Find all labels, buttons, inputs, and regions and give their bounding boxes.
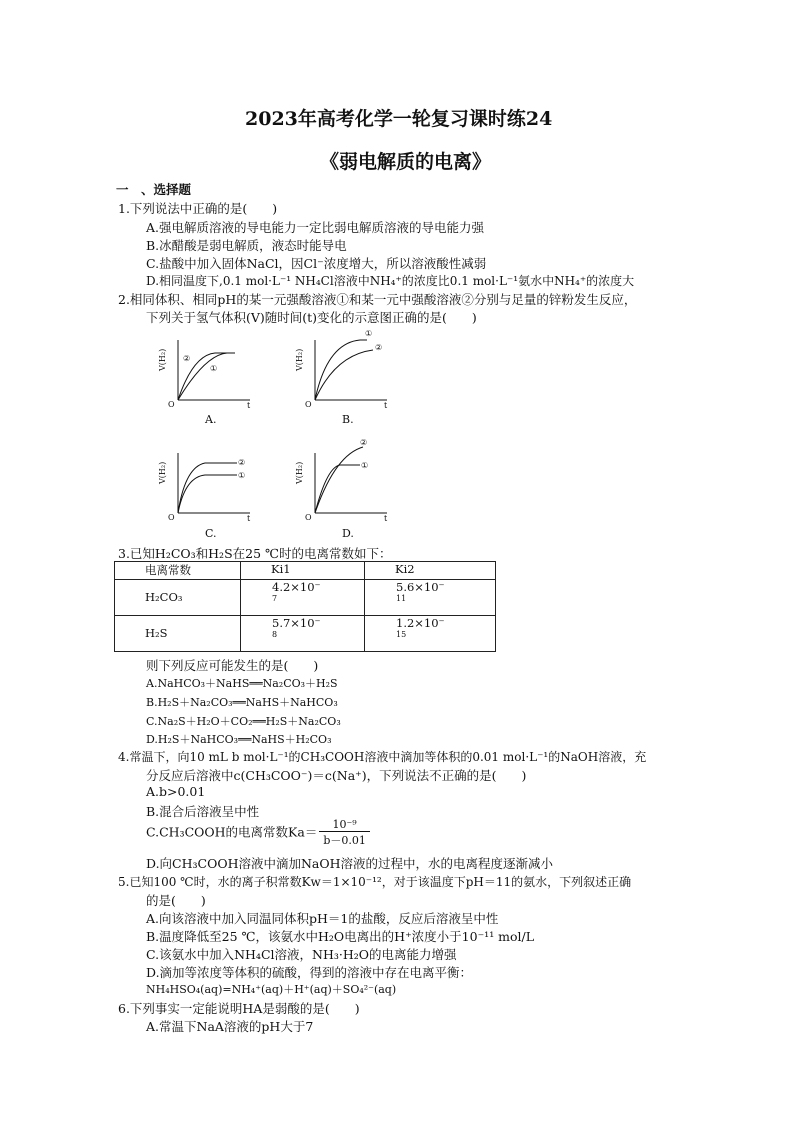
q4-option-a: A.b>0.01 bbox=[146, 784, 206, 799]
q1-option-c: C.盐酸中加入固体NaCl，因Cl⁻浓度增大，所以溶液酸性减弱 bbox=[146, 256, 487, 271]
graph-d-x-label: t bbox=[384, 514, 388, 523]
graph-a-y-label: V(H₂) bbox=[158, 348, 167, 371]
graph-d-curve-2 bbox=[315, 447, 363, 513]
graph-c-origin: O bbox=[168, 513, 175, 522]
graph-d-curve-2-label: ② bbox=[360, 438, 368, 447]
q2-stem-line1: 2.相同体积、相同pH的某一元强酸溶液①和某一元中强酸溶液②分别与足量的锌粉发生反应， bbox=[118, 292, 637, 307]
q5-stem-line2: 的是( ) bbox=[146, 893, 206, 908]
graph-c-x-label: t bbox=[247, 514, 251, 523]
q4-stem-line1: 4.常温下，向10 mL b mol·L⁻¹的CH₃COOH溶液中滴加等体积的0.01 mol·L⁻¹的NaOH溶液，充 bbox=[118, 750, 647, 764]
q3-option-a: A.NaHCO₃＋NaHS══Na₂CO₃＋H₂S bbox=[146, 677, 338, 690]
page-title: 2023年高考化学一轮复习课时练24 bbox=[245, 108, 553, 130]
table-header-name: 电离常数 bbox=[115, 562, 241, 580]
graph-b-x-label: t bbox=[384, 401, 388, 410]
q3-option-d: D.H₂S＋NaHCO₃══NaHS＋H₂CO₃ bbox=[146, 733, 332, 746]
graph-b-origin: O bbox=[305, 400, 312, 409]
q5-option-b: B.温度降低至25 ℃，该氨水中H₂O电离出的H⁺浓度小于10⁻¹¹ mol/L bbox=[146, 929, 535, 944]
graph-a-curve-1-label: ① bbox=[210, 364, 218, 373]
q1-option-d: D.相同温度下,0.1 mol·L⁻¹ NH₄Cl溶液中NH₄⁺的浓度比0.1 mol·L⁻¹氨水中NH₄⁺的浓度大 bbox=[146, 274, 635, 288]
q6-stem: 6.下列事实一定能说明HA是弱酸的是( ) bbox=[118, 1001, 360, 1016]
graph-b-curve-1 bbox=[315, 340, 367, 400]
q2-graphs bbox=[155, 325, 455, 545]
q5-option-a: A.向该溶液中加入同温同体积pH＝1的盐酸，反应后溶液呈中性 bbox=[146, 911, 499, 926]
graph-b-curve-2 bbox=[315, 350, 373, 400]
q6-option-a: A.常温下NaA溶液的pH大于7 bbox=[146, 1019, 314, 1034]
graph-b-y-label: V(H₂) bbox=[295, 348, 304, 371]
page-subtitle: 《弱电解质的电离》 bbox=[320, 151, 492, 173]
table-row: H₂S 5.7×10⁻ 8 1.2×10⁻ 15 bbox=[115, 616, 496, 652]
graph-b-curve-1-label: ① bbox=[365, 329, 373, 338]
ionization-constant-table bbox=[114, 561, 496, 652]
graph-c-caption: C. bbox=[205, 527, 217, 540]
q3-stem: 3.已知H₂CO₃和H₂S在25 ℃时的电离常数如下： bbox=[118, 546, 392, 561]
section-heading: 一 、选择题 bbox=[116, 182, 192, 197]
graph-d-origin: O bbox=[305, 513, 312, 522]
graph-d-y-label: V(H₂) bbox=[295, 461, 304, 484]
graph-a-x-label: t bbox=[247, 401, 251, 410]
ka-fraction: $\frac{\text{10⁻⁹}}{b-0.01}$ bbox=[319, 818, 370, 848]
graph-c-curve-1-label: ① bbox=[238, 471, 246, 480]
q3-option-c: C.Na₂S＋H₂O＋CO₂══H₂S＋Na₂CO₃ bbox=[146, 715, 341, 728]
graph-c-curve-2-label: ② bbox=[238, 458, 246, 467]
q5-option-c: C.该氨水中加入NH₄Cl溶液，NH₃·H₂O的电离能力增强 bbox=[146, 947, 457, 962]
graph-c-y-label: V(H₂) bbox=[158, 461, 167, 484]
table-row: H₂CO₃ 4.2×10⁻ 7 5.6×10⁻ 11 bbox=[115, 580, 496, 616]
table-header-k2: Ki2 bbox=[365, 562, 496, 580]
q5-stem-line1: 5.已知100 ℃时，水的离子积常数Kw＝1×10⁻¹²，对于该温度下pH＝11的氨水，下列叙述正确 bbox=[118, 875, 632, 889]
q4-option-c: C.CH₃COOH的电离常数Ka＝ $\frac{\text{10⁻⁹}}{b-0.01}$ bbox=[146, 818, 370, 848]
graph-a-origin: O bbox=[168, 400, 175, 409]
graph-d-curve-1-label: ① bbox=[361, 461, 369, 470]
q3-prompt: 则下列反应可能发生的是( ) bbox=[146, 658, 319, 673]
q2-stem-line2: 下列关于氢气体积(V)随时间(t)变化的示意图正确的是( ) bbox=[146, 310, 477, 325]
graph-b-curve-2-label: ② bbox=[375, 343, 383, 352]
q4-option-b: B.混合后溶液呈中性 bbox=[146, 804, 260, 819]
graph-a-caption: A. bbox=[205, 413, 217, 426]
graph-d-curve-1 bbox=[315, 465, 360, 513]
graph-d-caption: D. bbox=[342, 527, 354, 540]
q3-option-b: B.H₂S＋Na₂CO₃══NaHS＋NaHCO₃ bbox=[146, 696, 338, 709]
q1-option-a: A.强电解质溶液的导电能力一定比弱电解质溶液的导电能力强 bbox=[146, 220, 485, 235]
q5-option-d: D.滴加等浓度等体积的硫酸，得到的溶液中存在电离平衡： bbox=[146, 965, 473, 980]
q4-option-d: D.向CH₃COOH溶液中滴加NaOH溶液的过程中，水的电离程度逐渐减小 bbox=[146, 856, 554, 871]
q1-stem: 1.下列说法中正确的是( ) bbox=[118, 201, 278, 216]
graph-a-curve-2-label: ② bbox=[183, 354, 191, 363]
q4-stem-line2: 分反应后溶液中c(CH₃COO⁻)＝c(Na⁺)，下列说法不正确的是( ) bbox=[146, 768, 527, 783]
q5-option-d-equation: NH₄HSO₄(aq)=NH₄⁺(aq)＋H⁺(aq)＋SO₄²⁻(aq) bbox=[146, 983, 397, 996]
table-header-k1: Ki1 bbox=[241, 562, 365, 580]
graph-b-caption: B. bbox=[342, 413, 354, 426]
q1-option-b: B.冰醋酸是弱电解质，液态时能导电 bbox=[146, 238, 347, 253]
